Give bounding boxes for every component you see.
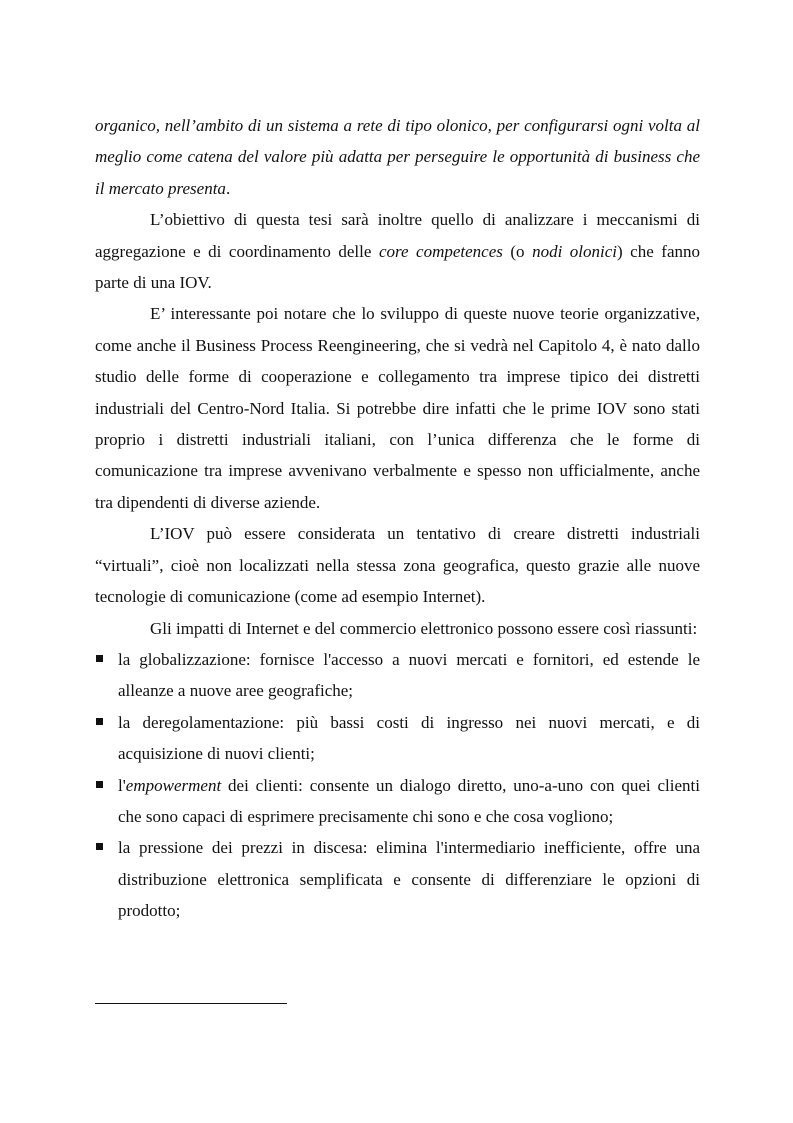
paragraph-segment: core competences (378, 241, 503, 261)
paragraph-segment: . (225, 178, 231, 198)
paragraph-segment: L’obiettivo di questa tesi sarà inoltre quello di analizzare i meccanismi di aggregazione e di coordinamento delle (95, 210, 700, 261)
list-item-text: dei clienti: consente un dialogo diretto, uno-a-uno con quei clienti che sono capaci di esprimere precisamente chi sono e che cosa vogliono; (118, 775, 700, 826)
list-item (95, 770, 700, 833)
impacts-list (95, 644, 700, 927)
square-bullet-icon (96, 718, 103, 725)
page-body (95, 110, 700, 927)
list-item (95, 832, 700, 926)
square-bullet-icon (96, 655, 103, 662)
list-item (95, 707, 700, 770)
paragraph-continuation (95, 110, 700, 204)
list-item-text: l' (118, 775, 126, 795)
paragraph-thesis-objective (95, 204, 700, 298)
list-item-text: la globalizzazione: fornisce l'accesso a nuovi mercati e fornitori, ed estende le alleanze a nuove aree geografiche; (118, 649, 700, 701)
paragraph-segment: ) che fanno parte di una IOV. (95, 241, 700, 293)
paragraph-segment: nodi olonici (532, 241, 618, 261)
list-item-text: empowerment (125, 775, 222, 795)
list-item-text: la pressione dei prezzi in discesa: elimina l'intermediario inefficiente, offre una distribuzione elettronica semplificata e consente di differenziare le opzioni di prodotto; (118, 838, 700, 921)
paragraph-segment: organico, nell’ambito di un sistema a rete di tipo olonico, per configurarsi ogni volta al meglio come catena del valore più adatta per perseguire le opportunità di business che il mercato presenta (95, 116, 700, 198)
list-item (95, 644, 700, 707)
paragraph-segment: (o (502, 241, 533, 261)
list-item-text: la deregolamentazione: più bassi costi di ingresso nei nuovi mercati, e di acquisizione di nuovi clienti; (118, 712, 700, 764)
paragraph-segment: E’ interessante poi notare che lo sviluppo di queste nuove teorie organizzative, come anche il Business Process Reengineering, che si vedrà nel Capitolo 4, è nato dallo studio delle forme di cooperazione e collegamento tra imprese tipico dei distretti industriali del Centro-Nord Italia. Si potrebbe dire infatti che le prime IOV sono stati proprio i distretti industriali italiani, con l’unica differenza che le forme di comunicazione tra imprese avvenivano verbalmente e spesso non ufficialmente, anche tra dipendenti di diverse aziende. (95, 304, 700, 512)
paragraph-internet-impacts (95, 613, 700, 644)
paragraph-segment: Gli impatti di Internet e del commercio elettronico possono essere così riassunti: (150, 618, 698, 638)
paragraph-virtual-districts (95, 518, 700, 612)
paragraph-segment: L’IOV può essere considerata un tentativo di creare distretti industriali “virtuali”, cioè non localizzati nella stessa zona geografica, questo grazie alle nuove tecnologie di comunicazione (come ad esempio Internet). (95, 524, 700, 607)
square-bullet-icon (96, 781, 103, 788)
paragraph-industrial-districts (95, 298, 700, 518)
footnote-separator (95, 1003, 287, 1004)
square-bullet-icon (96, 843, 103, 850)
